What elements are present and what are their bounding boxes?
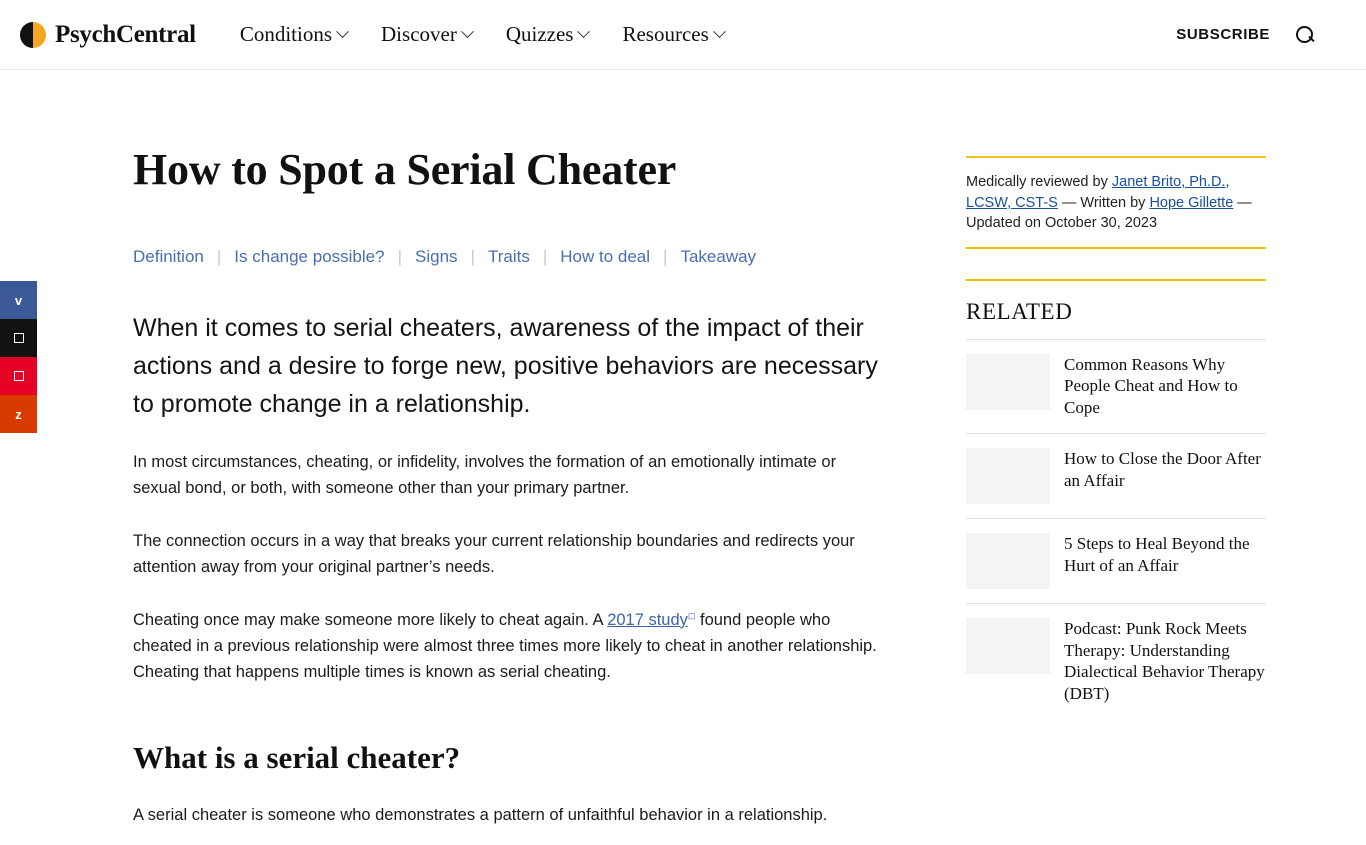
list-item[interactable]: [966, 603, 1266, 719]
nav-label-discover: Discover: [381, 22, 457, 46]
header-actions: [1176, 26, 1348, 44]
jumplink-traits[interactable]: Traits: [487, 247, 530, 267]
external-link-icon: ◻: [687, 610, 696, 621]
nav-label-resources: Resources: [622, 22, 709, 46]
jumplink-separator: |: [216, 247, 222, 267]
related-heading: RELATED: [966, 298, 1073, 324]
article-paragraph-3: [133, 607, 885, 686]
nav-label-quizzes: Quizzes: [505, 22, 574, 46]
chevron-down-icon: [461, 25, 474, 38]
jumplink-signs[interactable]: Signs: [415, 247, 458, 267]
related-title-1: Common Reasons Why People Cheat and How to Cope: [1064, 354, 1238, 418]
byline-dash-1: —: [1057, 194, 1081, 211]
article-column: [133, 70, 933, 845]
chevron-down-icon: [336, 25, 349, 38]
jumplink-separator: |: [663, 247, 668, 267]
related-title-2: How to Close the Door After an Affair: [1064, 448, 1261, 490]
paragraph-3-text-before: Cheating once may make someone more likely to cheat again. A: [133, 610, 608, 629]
related-title-3: 5 Steps to Heal Beyond the Hurt of an Affair: [1064, 533, 1250, 575]
article-paragraph-4: A serial cheater is someone who demonstrates a pattern of unfaithful behavior in a relationship.: [133, 805, 828, 824]
site-header: [0, 0, 1366, 70]
article-paragraph-2: The connection occurs in a way that breaks your current relationship boundaries and redirects your attention away from your original partner’s needs.: [133, 531, 855, 577]
jumplink-separator: |: [397, 247, 402, 267]
article-lede: When it comes to serial cheaters, awareness of the impact of their actions and a desire to forge new, positive behaviors are necessary to promote change in a relationship.: [133, 314, 878, 419]
byline-reviewed-prefix: Medically reviewed by: [966, 174, 1112, 190]
article-paragraph-1: In most circumstances, cheating, or infidelity, involves the formation of an emotionally intimate or sexual bond, or both, with someone other than your primary partner.: [133, 453, 837, 498]
related-thumbnail: [966, 618, 1050, 674]
related-thumbnail: [966, 533, 1050, 589]
list-item[interactable]: [966, 339, 1266, 433]
search-icon[interactable]: [1296, 26, 1314, 44]
psychcentral-logo-icon: [20, 22, 46, 48]
byline-dash-2: —: [1233, 194, 1252, 211]
site-logo[interactable]: [20, 21, 196, 49]
nav-item-discover[interactable]: [381, 22, 472, 47]
related-section: [966, 279, 1266, 719]
related-title-4: Podcast: Punk Rock Meets Therapy: Understanding Dialectical Behavior Therapy (DBT): [1064, 618, 1265, 704]
jumplink-separator: |: [542, 247, 548, 267]
jumplink-separator: |: [470, 247, 475, 267]
nav-item-quizzes[interactable]: [506, 22, 589, 47]
byline-written-prefix: Written by: [1080, 194, 1150, 211]
jumplink-takeaway[interactable]: Takeaway: [680, 247, 757, 267]
study-link[interactable]: 2017 study: [607, 610, 688, 629]
page-title: How to Spot a Serial Cheater: [133, 145, 677, 194]
list-item[interactable]: [966, 433, 1266, 518]
byline-box: [966, 156, 1266, 249]
nav-item-resources[interactable]: [622, 22, 723, 47]
reviewer-link[interactable]: Janet Brito, Ph.D., LCSW, CST-S: [966, 174, 1230, 211]
logo-text: PsychCentral: [55, 20, 196, 48]
paragraph-3-text-after: found people who cheated in a previous relationship were almost three times more likely to cheat in another relationship. Cheating that happens multiple times is known as serial cheating.: [133, 610, 877, 682]
chevron-down-icon: [713, 25, 726, 38]
article-jumplinks: [133, 247, 933, 267]
jumplink-how-to-deal[interactable]: How to deal: [560, 247, 651, 267]
related-thumbnail: [966, 354, 1050, 410]
sidebar: [966, 70, 1266, 845]
facebook-share-button[interactable]: v: [0, 281, 37, 319]
main-navigation: [240, 22, 724, 47]
nav-item-conditions[interactable]: [240, 22, 347, 47]
list-item[interactable]: [966, 518, 1266, 603]
section-heading-what-is-a-serial-cheater: What is a serial cheater?: [133, 739, 461, 775]
jumplink-definition[interactable]: Definition: [133, 247, 204, 267]
jumplink-is-change-possible[interactable]: Is change possible?: [234, 247, 385, 267]
writer-link[interactable]: Hope Gillette: [1149, 194, 1234, 211]
chevron-down-icon: [578, 25, 591, 38]
reddit-share-button[interactable]: z: [0, 395, 37, 433]
related-thumbnail: [966, 448, 1050, 504]
page-body: [0, 70, 1366, 845]
subscribe-button[interactable]: SUBSCRIBE: [1176, 26, 1270, 43]
byline-updated-date: Updated on October 30, 2023: [966, 215, 1158, 232]
nav-label-conditions: Conditions: [239, 22, 333, 46]
